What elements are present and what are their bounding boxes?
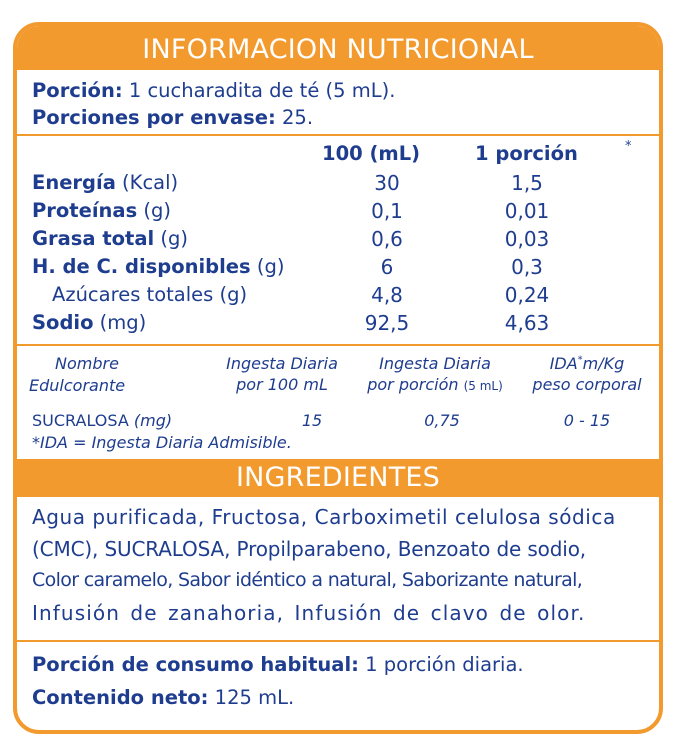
ingredients-line-2: (CMC), SUCRALOSA, Propilparabeno, Benzoato de sodio, [32,537,586,561]
ingredients-title: INGREDIENTES [235,462,440,493]
nutrient-unit: (g) [137,199,171,222]
col-header-100ml: 100 (mL) [322,142,421,165]
sweetener-header-small: (5 mL) [463,379,503,393]
nutrient-value-100ml: 92,5 [364,311,410,335]
sweetener-header-line [517,354,657,373]
sweetener-header-line: Ingesta Diaria [226,354,338,373]
nutrient-unit: (g) [250,255,285,278]
sweetener-header-text: IDA [549,354,578,373]
sweetener-header-daily-portion [350,354,520,394]
ingredients-line-1: Agua purificada, Fructosa, Carboximetil celulosa sódica [32,505,616,529]
nutrient-unit: (g) [213,283,248,306]
nutrient-value-portion: 0,3 [511,255,543,279]
nutrient-name: Azúcares totales [52,283,214,306]
ida-footnote: *IDA = Ingesta Diaria Admisible. [32,433,292,452]
nutrient-row-sodium [32,311,146,334]
nutrient-unit: (mg) [93,311,147,334]
divider-2 [17,344,659,346]
net-content-line [32,686,294,709]
nutrient-value-portion: 0,24 [504,283,550,307]
net-content-label: Contenido neto: [32,686,209,709]
sweetener-header-line: Nombre [55,354,119,373]
portions-per-pack-line [32,106,313,129]
portion-value: 1 cucharadita de té (5 mL). [122,79,396,102]
nutrient-row-sugars [52,283,247,306]
sweetener-header-text: m/Kg [582,354,625,373]
habitual-portion-line [32,653,524,676]
net-content-value: 125 mL. [208,686,295,709]
nutrient-name: Proteínas [32,199,138,222]
nutrient-value-portion: 0,01 [504,199,550,223]
sweetener-header-line: peso corporal [532,375,642,394]
sweetener-name: SUCRALOSA [32,411,129,430]
sweetener-value-100ml: 15 [301,411,323,430]
habitual-portion-label: Porción de consumo habitual: [32,653,359,676]
nutrient-value-100ml: 4,8 [371,283,403,307]
nutrition-label [13,22,663,734]
nutrient-value-100ml: 30 [374,171,400,195]
nutrient-name: Energía [32,171,116,194]
nutrient-value-portion: 0,03 [504,227,550,251]
portion-label: Porción: [32,79,123,102]
nutrient-row-protein [32,199,171,222]
col-header-portion: 1 porción [475,142,578,165]
nutrient-row-carbs [32,255,284,278]
divider-3 [17,640,659,642]
sweetener-header-line: por 100 mL [236,375,328,394]
sweetener-header-text: por porción [367,375,459,394]
nutrient-row-energy [32,171,178,194]
habitual-portion-value: 1 porción diaria. [358,653,524,676]
sweetener-header-line: Ingesta Diaria [379,354,491,373]
portions-per-pack-value: 25. [275,106,314,129]
nutrient-name: Grasa total [32,227,155,250]
portion-line [32,79,395,102]
sweetener-header-sup: * [577,354,583,366]
ingredients-header [17,459,659,497]
sweetener-value-portion: 0,75 [424,411,460,430]
col-header-asterisk: * [625,139,632,154]
portions-per-pack-label: Porciones por envase: [32,106,276,129]
sweetener-header-line [350,375,520,394]
nutrient-row-fat [32,227,188,250]
nutrient-value-100ml: 6 [380,255,394,279]
nutrient-value-portion: 4,63 [504,311,550,335]
ingredients-line-3: Color caramelo, Sabor idéntico a natural, Saborizante natural, [32,569,583,591]
sweetener-unit: (mg) [128,411,173,430]
sweetener-header-ida [517,354,657,394]
nutrient-unit: (g) [154,227,189,250]
nutrient-value-portion: 1,5 [511,171,543,195]
nutrient-value-100ml: 0,6 [371,227,403,251]
sweetener-header-daily-100ml [212,354,352,394]
sweetener-value-ida: 0 - 15 [563,411,611,430]
ingredients-line-4: Infusión de zanahoria, Infusión de clavo de olor. [32,601,586,625]
sweetener-row [32,411,172,430]
nutrient-value-100ml: 0,1 [371,199,403,223]
nutrient-unit: (Kcal) [115,171,179,194]
nutrient-name: Sodio [32,311,94,334]
nutrition-info-title: INFORMACION NUTRICIONAL [142,34,534,65]
nutrient-name: H. de C. disponibles [32,255,251,278]
nutrition-info-header [17,26,659,70]
divider-1 [17,134,659,136]
sweetener-header-name-2: Edulcorante [29,376,126,395]
sweetener-header-name [37,354,137,373]
